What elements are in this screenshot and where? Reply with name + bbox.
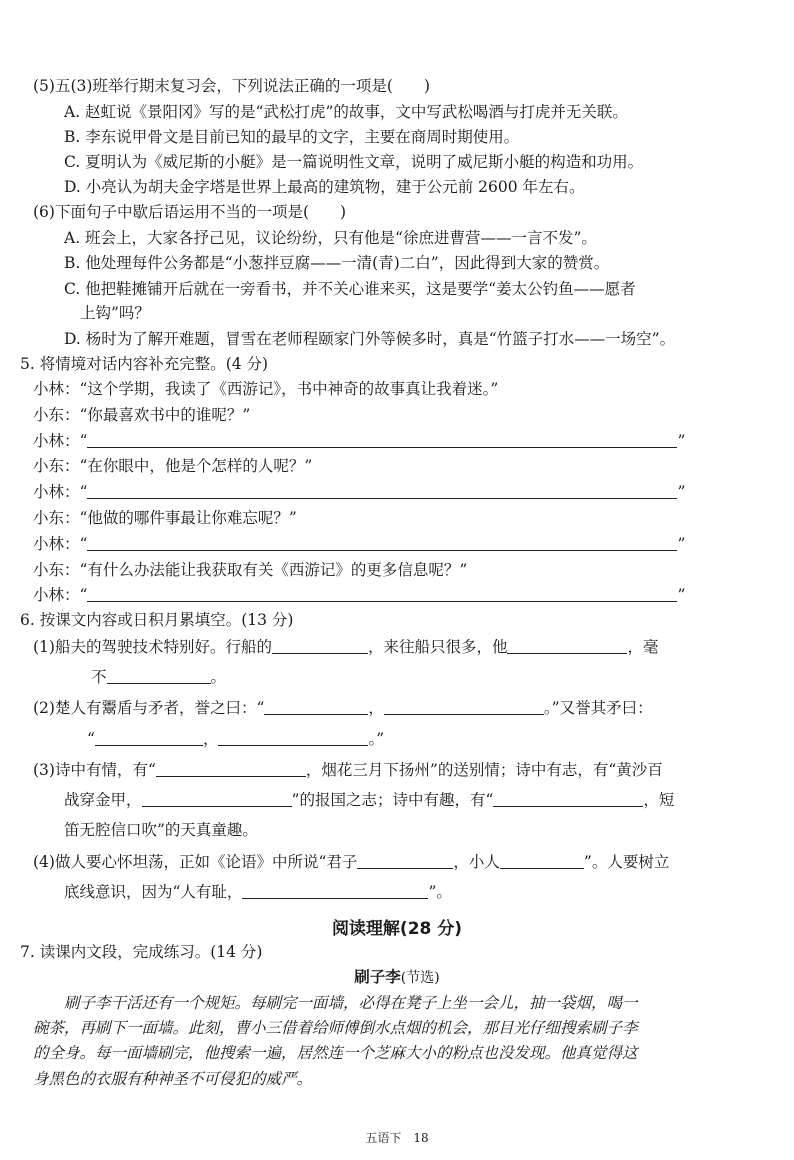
speaker-label: 小林：“ <box>33 483 88 501</box>
answer-blank[interactable] <box>142 790 292 807</box>
question-7-title: 7. 读课内文段，完成练习。(14 分) <box>20 943 263 961</box>
option-b: B. 他处理每件公务都是“小葱拌豆腐——一清(青)二白”，因此得到大家的赞赏。 <box>64 254 610 272</box>
option-d: D. 小亮认为胡夫金字塔是世界上最高的建筑物，建于公元前 2600 年左右。 <box>64 178 585 196</box>
passage-line: 碗茶，再刷下一面墙。此刻，曹小三借着给师傅倒水点烟的机会，那目光仔细搜索刷子李 <box>33 1019 638 1037</box>
passage-title-note: (节选) <box>400 970 440 986</box>
text-segment: 。 <box>210 668 227 686</box>
text-segment: ”。人要树立 <box>583 853 670 871</box>
text-segment: “ <box>87 730 95 748</box>
question-6-title: 6. 按课文内容或日积月累填空。(13 分) <box>20 611 294 629</box>
text-segment: (1)船夫的驾驶技术特别好。行船的 <box>33 638 272 656</box>
dialogue-line: 小林：“这个学期，我读了《西游记》，书中神奇的故事真让我着迷。” <box>33 380 499 398</box>
answer-blank[interactable] <box>87 431 677 448</box>
passage-line: 身黑色的衣服有种神圣不可侵犯的威严。 <box>33 1070 313 1088</box>
fill-line <box>64 881 452 903</box>
text-segment: 战穿金甲， <box>64 791 142 809</box>
answer-blank[interactable] <box>107 667 211 684</box>
close-quote: ” <box>677 586 686 604</box>
answer-blank[interactable] <box>357 852 453 869</box>
dialogue-answer-line <box>33 584 685 606</box>
text-segment: ”。 <box>428 883 452 901</box>
answer-blank[interactable] <box>500 852 584 869</box>
text-segment: ，毫 <box>627 638 659 656</box>
answer-blank[interactable] <box>87 482 677 499</box>
text-segment: ，小人 <box>453 853 500 871</box>
dialogue-answer-line <box>33 533 685 555</box>
answer-blank[interactable] <box>95 729 203 746</box>
fill-line <box>87 728 384 750</box>
text-segment: 。” <box>368 730 385 748</box>
option-a: A. 赵虹说《景阳冈》写的是“武松打虎”的故事，文中写武松喝酒与打虎并无关联。 <box>64 103 628 121</box>
question-5-title: 5. 将情境对话内容补充完整。(4 分) <box>20 355 269 373</box>
dialogue-line: 小东：“他做的哪件事最让你难忘呢？” <box>33 509 297 527</box>
fill-line <box>33 851 669 873</box>
passage-line: 刷子李干活还有一个规矩。每刷完一面墙，必得在凳子上坐一会儿，抽一袋烟，喝一 <box>64 994 638 1012</box>
dialogue-answer-line <box>33 430 685 452</box>
option-c: C. 他把鞋摊铺开后就在一旁看书，并不关心谁来买，这是要学“姜太公钓鱼——愿者 <box>64 280 636 298</box>
option-b: B. 李东说甲骨文是目前已知的最早的文字，主要在商周时期使用。 <box>64 128 520 146</box>
answer-blank[interactable] <box>507 637 627 654</box>
text-segment: ，烟花三月下扬州”的送别情；诗中有志，有“黄沙百 <box>305 761 663 779</box>
passage-title-text: 刷子李 <box>354 968 401 986</box>
close-quote: ” <box>677 483 686 501</box>
text-segment: ”的报国之志；诗中有趣，有“ <box>291 791 494 809</box>
speaker-label: 小林：“ <box>33 586 88 604</box>
question-4-6-stem: (6)下面句子中歇后语运用不当的一项是( ) <box>33 203 347 221</box>
text-segment: 底线意识，因为“人有耻， <box>64 883 243 901</box>
text-segment: ， <box>368 699 384 717</box>
option-d: D. 杨时为了解开难题，冒雪在老师程颐家门外等候多时，真是“竹篮子打水——一场空”。 <box>64 330 676 348</box>
fill-line <box>33 697 653 719</box>
text-segment: ， <box>202 730 219 748</box>
answer-blank[interactable] <box>87 585 677 602</box>
text-segment: (2)楚人有鬻盾与矛者，誉之曰：“ <box>33 699 265 717</box>
dialogue-line: 小东：“你最喜欢书中的谁呢？” <box>33 406 251 424</box>
speaker-label: 小林：“ <box>33 432 88 450</box>
passage-title <box>0 966 794 989</box>
dialogue-line: 小东：“在你眼中，他是个怎样的人呢？” <box>33 457 313 475</box>
answer-blank[interactable] <box>218 729 368 746</box>
answer-blank[interactable] <box>264 698 368 715</box>
text-segment: (3)诗中有情，有“ <box>33 761 156 779</box>
question-4-5-stem: (5)五(3)班举行期末复习会，下列说法正确的一项是( ) <box>33 77 431 95</box>
answer-blank[interactable] <box>272 637 368 654</box>
close-quote: ” <box>677 432 686 450</box>
option-c: C. 夏明认为《威尼斯的小艇》是一篇说明性文章，说明了威尼斯小艇的构造和功用。 <box>64 153 644 171</box>
text-segment: 不 <box>91 668 107 686</box>
fill-line <box>33 636 659 658</box>
dialogue-answer-line <box>33 481 685 503</box>
answer-blank[interactable] <box>87 534 677 551</box>
answer-blank[interactable] <box>384 698 544 715</box>
answer-blank[interactable] <box>493 790 643 807</box>
passage-line: 的全身。每一面墙刷完，他搜索一遍，居然连一个芝麻大小的粉点也没发现。他真觉得这 <box>33 1044 638 1062</box>
section-heading: 阅读理解(28 分) <box>331 919 463 939</box>
fill-line <box>91 666 226 688</box>
speaker-label: 小林：“ <box>33 535 88 553</box>
close-quote: ” <box>677 535 686 553</box>
text-segment: ，短 <box>643 791 675 809</box>
answer-blank[interactable] <box>156 760 306 777</box>
answer-blank[interactable] <box>242 882 428 899</box>
option-a: A. 班会上，大家各抒己见，议论纷纷，只有他是“徐庶进曹营——一言不发”。 <box>64 229 597 247</box>
text-segment: (4)做人要心怀坦荡，正如《论语》中所说“君子 <box>33 853 358 871</box>
text-segment: 。”又誉其矛曰： <box>543 699 653 717</box>
text-segment: ，来往船只很多，他 <box>367 638 508 656</box>
fill-line: 笛无腔信口吹”的天真童趣。 <box>64 821 258 839</box>
fill-line <box>33 759 663 781</box>
page-footer: 五语下 18 <box>365 1131 429 1145</box>
option-c-continued: 上钩”吗？ <box>80 304 150 322</box>
fill-line <box>64 789 674 811</box>
dialogue-line: 小东：“有什么办法能让我获取有关《西游记》的更多信息呢？” <box>33 561 468 579</box>
